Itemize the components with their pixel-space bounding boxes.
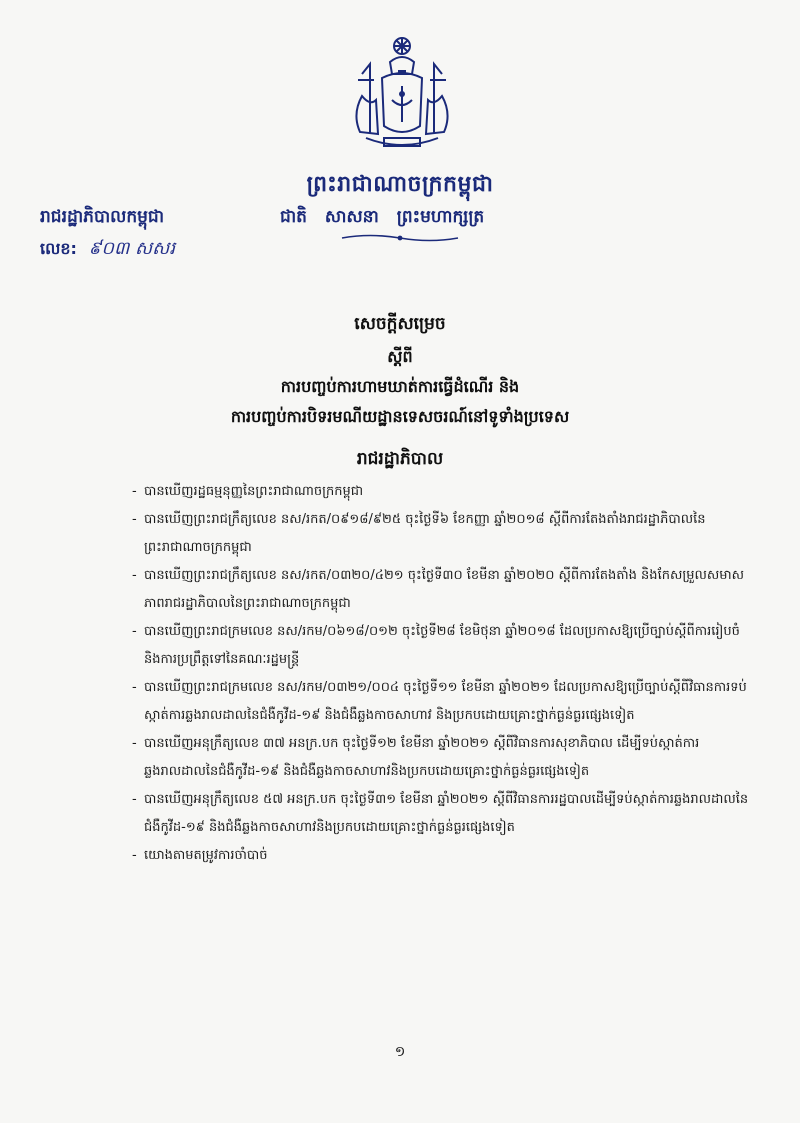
national-motto: ជាតិ សាសនា ព្រះមហាក្សត្រ [280, 207, 485, 227]
subject-prefix: ស្តីពី [387, 347, 413, 366]
list-item: - យោងតាមតម្រូវការចាំបាច់ [132, 842, 752, 870]
royal-coat-of-arms-icon [340, 34, 465, 154]
list-item: - បានឃើញព្រះរាជក្រមលេខ នស/រកម/០៦១៨/០១២ ចុះថ្ងៃទី២៨ ខែមិថុនា ឆ្នាំ២០១៨ ដែលប្រកាសឱ្យប្រើច្បាប់ស្តីពីការរៀបចំ និងការប្រព្រឹត្តទៅនៃគណៈរដ្ឋមន្ត្រី [132, 618, 752, 674]
page-number: ១ [394, 1044, 406, 1060]
ornament-divider-icon [340, 232, 460, 244]
preamble-list [132, 478, 752, 870]
document-type-title: សេចក្តីសម្រេច [354, 314, 446, 334]
subject-line-1: ការបញ្ចប់ការហាមឃាត់ការធ្វើដំណើរ និង [280, 377, 520, 396]
issuing-authority: រាជរដ្ឋាភិបាល [356, 449, 444, 469]
kingdom-title: ព្រះរាជាណាចក្រកម្ពុជា [306, 172, 494, 197]
reference-label: លេខ: [40, 239, 77, 258]
list-item: - បានឃើញរដ្ឋធម្មនុញ្ញនៃព្រះរាជាណាចក្រកម្ពុជា [132, 478, 752, 506]
list-item: - បានឃើញអនុក្រឹត្យលេខ ៥៧ អនក្រ.បក ចុះថ្ងៃទី៣១ ខែមីនា ឆ្នាំ២០២១ ស្តីពីវិធានការរដ្ឋបាលដើម្បីទប់ស្កាត់ការឆ្លងរាលដាលនៃជំងឺកូវីដ-១៩ និងជំងឺឆ្លងកាចសាហាវនិងប្រកបដោយគ្រោះថ្នាក់ធ្ងន់ធ្ងរផ្សេងទៀត [132, 786, 752, 842]
list-item: - បានឃើញព្រះរាជក្រមលេខ នស/រកម/០៣២១/០០៤ ចុះថ្ងៃទី១១ ខែមីនា ឆ្នាំ២០២១ ដែលប្រកាសឱ្យប្រើច្បាប់ស្តីពីវិធានការទប់ស្កាត់ការឆ្លងរាលដាលនៃជំងឺកូវីដ-១៩ និងជំងឺឆ្លងកាចសាហាវ និងប្រកបដោយគ្រោះថ្នាក់ធ្ងន់ធ្ងរផ្សេងទៀត [132, 674, 752, 730]
reference-number [40, 236, 175, 263]
list-item: - បានឃើញព្រះរាជក្រឹត្យលេខ នស/រកត/០៩១៨/៩២៥ ចុះថ្ងៃទី៦ ខែកញ្ញា ឆ្នាំ២០១៨ ស្តីពីការតែងតាំងរាជរដ្ឋាភិបាលនៃព្រះរាជាណាចក្រកម្ពុជា [132, 506, 752, 562]
subject-line-2: ការបញ្ចប់ការបិទរមណីយដ្ឋានទេសចរណ៍នៅទូទាំងប្រទេស [230, 407, 570, 426]
government-label: រាជរដ្ឋាភិបាលកម្ពុជា [40, 207, 165, 227]
handwritten-reference-number: ៩០៣ សសរ [88, 238, 176, 259]
list-item: - បានឃើញអនុក្រឹត្យលេខ ៣៧ អនក្រ.បក ចុះថ្ងៃទី១២ ខែមីនា ឆ្នាំ២០២១ ស្តីពីវិធានការសុខាភិបាល ដើម្បីទប់ស្កាត់ការឆ្លងរាលដាលនៃជំងឺកូវីដ-១៩ និងជំងឺឆ្លងកាចសាហាវនិងប្រកបដោយគ្រោះថ្នាក់ធ្ងន់ធ្ងរផ្សេងទៀត [132, 730, 752, 786]
list-item: - បានឃើញព្រះរាជក្រឹត្យលេខ នស/រកត/០៣២០/៤២១ ចុះថ្ងៃទី៣០ ខែមីនា ឆ្នាំ២០២០ ស្តីពីការតែងតាំង និងកែសម្រួលសមាសភាពរាជរដ្ឋាភិបាលនៃព្រះរាជាណាចក្រកម្ពុជា [132, 562, 752, 618]
